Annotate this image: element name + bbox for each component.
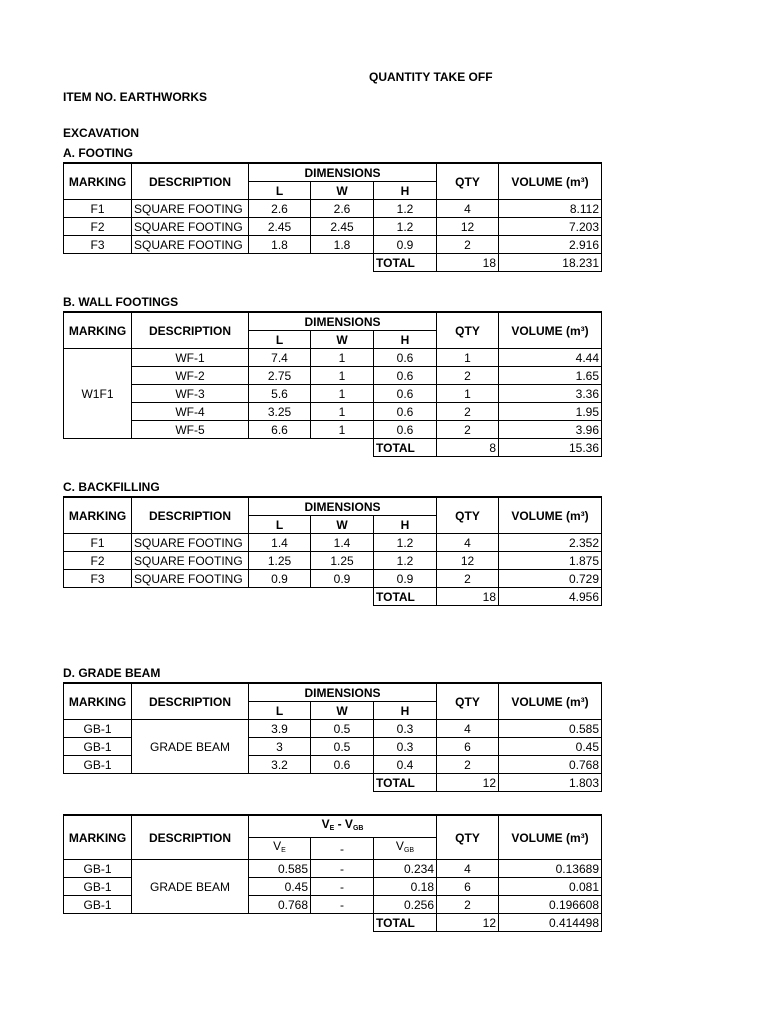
cell-volume: 7.203: [499, 218, 602, 236]
cell-w: 1.8: [311, 236, 374, 254]
cell-marking: GB-1: [64, 720, 132, 738]
cell-l: 5.6: [249, 385, 311, 403]
cell-volume: 1.875: [499, 552, 602, 570]
total-label: TOTAL: [374, 439, 437, 457]
cell-qty: 2: [437, 756, 499, 774]
cell-volume: 0.768: [499, 756, 602, 774]
total-label: TOTAL: [374, 588, 437, 606]
cell-description: SQUARE FOOTING: [132, 552, 249, 570]
table-row: [64, 552, 602, 570]
cell-marking: GB-1: [64, 896, 132, 914]
table-row: [64, 200, 602, 218]
cell-l: 3: [249, 738, 311, 756]
cell-volume: 1.95: [499, 403, 602, 421]
cell-l: 2.75: [249, 367, 311, 385]
col-dimensions: DIMENSIONS: [249, 497, 437, 516]
col-ve: $V_E$: [249, 838, 311, 860]
col-marking: MARKING: [64, 163, 132, 200]
section-title: EXCAVATION: [63, 126, 140, 140]
cell-qty: 4: [437, 720, 499, 738]
cell-l: 6.6: [249, 421, 311, 439]
table-row: [64, 720, 602, 738]
cell-h: 1.2: [374, 552, 437, 570]
cell-h: 1.2: [374, 534, 437, 552]
cell-qty: 2: [437, 896, 499, 914]
cell-qty: 1: [437, 349, 499, 367]
cell-vgb: 0.256: [374, 896, 437, 914]
cell-w: 1: [311, 421, 374, 439]
cell-volume: 0.45: [499, 738, 602, 756]
cell-minus: -: [311, 878, 374, 896]
cell-qty: 1: [437, 385, 499, 403]
col-marking: MARKING: [64, 497, 132, 534]
cell-volume: 2.352: [499, 534, 602, 552]
col-description: DESCRIPTION: [132, 815, 249, 860]
cell-volume: 0.196608: [499, 896, 602, 914]
col-dimensions: DIMENSIONS: [249, 312, 437, 331]
total-row: [64, 254, 602, 272]
table-row: [64, 385, 602, 403]
cell-description: GRADE BEAM: [132, 860, 249, 914]
cell-h: 0.4: [374, 756, 437, 774]
cell-w: 0.5: [311, 738, 374, 756]
cell-description: SQUARE FOOTING: [132, 534, 249, 552]
cell-description: SQUARE FOOTING: [132, 200, 249, 218]
cell-w: 1: [311, 349, 374, 367]
total-qty: 18: [437, 254, 499, 272]
cell-volume: 3.96: [499, 421, 602, 439]
total-label: TOTAL: [374, 254, 437, 272]
cell-qty: 12: [437, 552, 499, 570]
table-row: [64, 367, 602, 385]
cell-l: 1.8: [249, 236, 311, 254]
cell-qty: 4: [437, 200, 499, 218]
table-row: [64, 421, 602, 439]
cell-w: 2.45: [311, 218, 374, 236]
table-row: [64, 860, 602, 878]
col-description: DESCRIPTION: [132, 683, 249, 720]
cell-ve: 0.768: [249, 896, 311, 914]
item-number: ITEM NO. EARTHWORKS: [63, 90, 207, 104]
col-minus: -: [311, 838, 374, 860]
col-w: W: [311, 331, 374, 349]
table-row: [64, 534, 602, 552]
cell-marking: GB-1: [64, 738, 132, 756]
cell-volume: 0.13689: [499, 860, 602, 878]
cell-h: 0.6: [374, 403, 437, 421]
cell-volume: 0.081: [499, 878, 602, 896]
cell-volume: 0.729: [499, 570, 602, 588]
cell-w: 2.6: [311, 200, 374, 218]
cell-qty: 2: [437, 570, 499, 588]
cell-marking: F1: [64, 534, 132, 552]
table-row: [64, 349, 602, 367]
cell-volume: 3.36: [499, 385, 602, 403]
col-l: L: [249, 516, 311, 534]
cell-h: 0.9: [374, 236, 437, 254]
cell-description: WF-3: [132, 385, 249, 403]
cell-volume: 4.44: [499, 349, 602, 367]
footing-table: [63, 162, 602, 272]
cell-w: 1: [311, 403, 374, 421]
col-marking: MARKING: [64, 312, 132, 349]
cell-h: 1.2: [374, 200, 437, 218]
cell-h: 0.6: [374, 349, 437, 367]
cell-minus: -: [311, 896, 374, 914]
table-row: [64, 236, 602, 254]
cell-w: 1.4: [311, 534, 374, 552]
cell-marking: GB-1: [64, 860, 132, 878]
cell-w: 1: [311, 385, 374, 403]
col-dimensions: DIMENSIONS: [249, 683, 437, 702]
col-vgb: $V_{GB}$: [374, 838, 437, 860]
cell-marking: F3: [64, 570, 132, 588]
total-row: [64, 439, 602, 457]
col-volume: VOLUME (m³): [499, 312, 602, 349]
cell-h: 0.6: [374, 367, 437, 385]
cell-l: 3.25: [249, 403, 311, 421]
cell-qty: 6: [437, 878, 499, 896]
cell-h: 0.6: [374, 421, 437, 439]
total-qty: 8: [437, 439, 499, 457]
col-volume: VOLUME (m³): [499, 683, 602, 720]
grade-beam-table: [63, 682, 602, 792]
cell-l: 0.9: [249, 570, 311, 588]
cell-description: SQUARE FOOTING: [132, 236, 249, 254]
cell-w: 0.5: [311, 720, 374, 738]
cell-l: 1.25: [249, 552, 311, 570]
cell-description: WF-1: [132, 349, 249, 367]
cell-marking: GB-1: [64, 756, 132, 774]
cell-description: SQUARE FOOTING: [132, 218, 249, 236]
cell-w: 1.25: [311, 552, 374, 570]
col-description: DESCRIPTION: [132, 163, 249, 200]
total-volume: 18.231: [499, 254, 602, 272]
cell-w: 1: [311, 367, 374, 385]
col-marking: MARKING: [64, 683, 132, 720]
cell-marking: F3: [64, 236, 132, 254]
col-marking: MARKING: [64, 815, 132, 860]
col-volume: VOLUME (m³): [499, 163, 602, 200]
total-label: TOTAL: [374, 774, 437, 792]
cell-marking: F2: [64, 552, 132, 570]
col-dimensions: DIMENSIONS: [249, 163, 437, 182]
total-qty: 18: [437, 588, 499, 606]
col-h: H: [374, 182, 437, 200]
col-qty: QTY: [437, 683, 499, 720]
table-row: [64, 570, 602, 588]
cell-volume: 8.112: [499, 200, 602, 218]
total-label: TOTAL: [374, 914, 437, 932]
wall-footings-heading: B. WALL FOOTINGS: [63, 295, 179, 309]
cell-ve: 0.585: [249, 860, 311, 878]
cell-minus: -: [311, 860, 374, 878]
cell-l: 7.4: [249, 349, 311, 367]
col-description: DESCRIPTION: [132, 312, 249, 349]
total-volume: 4.956: [499, 588, 602, 606]
cell-qty: 12: [437, 218, 499, 236]
col-h: H: [374, 516, 437, 534]
grade-beam-heading: D. GRADE BEAM: [63, 666, 161, 680]
cell-h: 0.3: [374, 738, 437, 756]
table-row: [64, 218, 602, 236]
cell-h: 1.2: [374, 218, 437, 236]
col-l: L: [249, 702, 311, 720]
col-volume: VOLUME (m³): [499, 497, 602, 534]
cell-qty: 2: [437, 367, 499, 385]
cell-h: 0.3: [374, 720, 437, 738]
col-description: DESCRIPTION: [132, 497, 249, 534]
col-w: W: [311, 516, 374, 534]
col-h: H: [374, 702, 437, 720]
col-l: L: [249, 182, 311, 200]
cell-l: 3.2: [249, 756, 311, 774]
total-qty: 12: [437, 774, 499, 792]
cell-l: 3.9: [249, 720, 311, 738]
cell-l: 2.6: [249, 200, 311, 218]
cell-volume: 0.585: [499, 720, 602, 738]
total-row: [64, 588, 602, 606]
grade-beam-net-table: [63, 814, 602, 932]
col-ve-minus-vgb: $V_E - V_{GB}$: [249, 815, 437, 838]
cell-qty: 2: [437, 403, 499, 421]
cell-ve: 0.45: [249, 878, 311, 896]
col-qty: QTY: [437, 497, 499, 534]
total-row: [64, 914, 602, 932]
col-h: H: [374, 331, 437, 349]
cell-description: WF-2: [132, 367, 249, 385]
total-volume: 1.803: [499, 774, 602, 792]
cell-description: WF-5: [132, 421, 249, 439]
cell-description: WF-4: [132, 403, 249, 421]
cell-qty: 4: [437, 860, 499, 878]
cell-qty: 6: [437, 738, 499, 756]
cell-marking: GB-1: [64, 878, 132, 896]
total-volume: 0.414498: [499, 914, 602, 932]
cell-w: 0.9: [311, 570, 374, 588]
cell-vgb: 0.234: [374, 860, 437, 878]
col-w: W: [311, 702, 374, 720]
cell-w: 0.6: [311, 756, 374, 774]
cell-qty: 2: [437, 236, 499, 254]
cell-marking: F2: [64, 218, 132, 236]
total-volume: 15.36: [499, 439, 602, 457]
cell-h: 0.9: [374, 570, 437, 588]
footing-heading: A. FOOTING: [63, 146, 133, 160]
col-l: L: [249, 331, 311, 349]
col-qty: QTY: [437, 163, 499, 200]
cell-volume: 1.65: [499, 367, 602, 385]
cell-l: 1.4: [249, 534, 311, 552]
cell-qty: 2: [437, 421, 499, 439]
cell-volume: 2.916: [499, 236, 602, 254]
cell-description: SQUARE FOOTING: [132, 570, 249, 588]
backfilling-table: [63, 496, 602, 606]
col-qty: QTY: [437, 815, 499, 860]
col-w: W: [311, 182, 374, 200]
cell-h: 0.6: [374, 385, 437, 403]
cell-l: 2.45: [249, 218, 311, 236]
cell-qty: 4: [437, 534, 499, 552]
total-qty: 12: [437, 914, 499, 932]
col-volume: VOLUME (m³): [499, 815, 602, 860]
wall-footings-table: [63, 311, 602, 457]
backfilling-heading: C. BACKFILLING: [63, 480, 160, 494]
page-title: QUANTITY TAKE OFF: [369, 70, 493, 84]
col-qty: QTY: [437, 312, 499, 349]
total-row: [64, 774, 602, 792]
cell-description: GRADE BEAM: [132, 720, 249, 774]
cell-marking: F1: [64, 200, 132, 218]
cell-marking: W1F1: [64, 349, 132, 439]
table-row: [64, 403, 602, 421]
cell-vgb: 0.18: [374, 878, 437, 896]
